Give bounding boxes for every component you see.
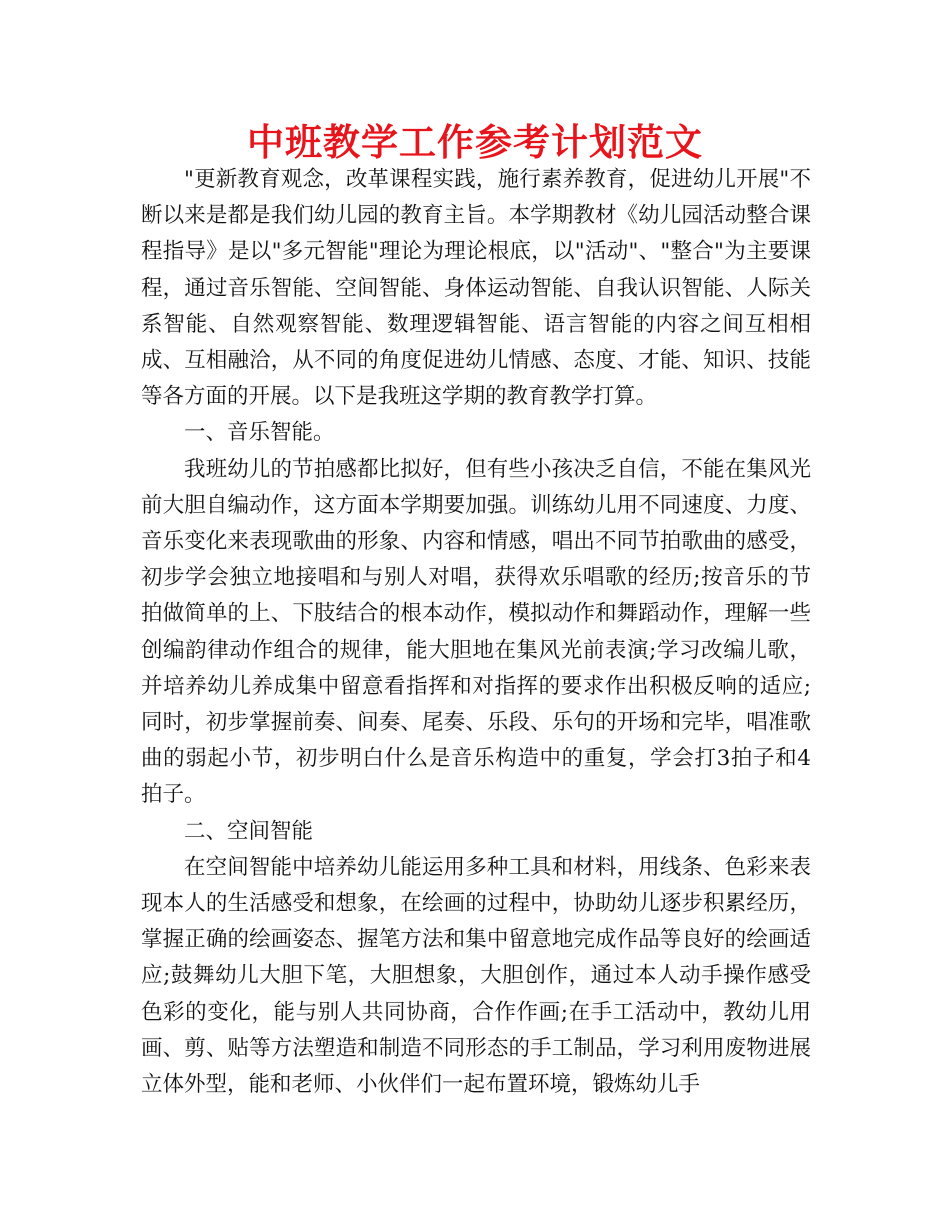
intro-paragraph: "更新教育观念，改革课程实践，施行素养教育，促进幼儿开展"不断以来是都是我们幼儿园的教育主旨。本学期教材《幼儿园活动整合课程指导》是以"多元智能"理论为理论根底，以"活动"、"整合"为主要课程，通过音乐智能、空间智能、身体运动智能、自我认识智能、人际关系智能、自然观察智能、数理逻辑智能、语言智能的内容之间互相相成、互相融洽，从不同的角度促进幼儿情感、态度、才能、知识、技能等各方面的开展。以下是我班这学期的教育教学打算。: [141, 167, 811, 410]
page-title: 中班教学工作参考计划范文: [247, 121, 703, 164]
section-heading-music: 一、音乐智能。: [184, 420, 335, 446]
space-paragraph: 在空间智能中培养幼儿能运用多种工具和材料，用线条、色彩来表现本人的生活感受和想象，在绘画的过程中，协助幼儿逐步积累经历，掌握正确的绘画姿态、握笔方法和集中留意地完成作品等良好的绘画适应;鼓舞幼儿大胆下笔，大胆想象，大胆创作，通过本人动手操作感受色彩的变化，能与别人共同协商，合作作画;在手工活动中，教幼儿用画、剪、贴等方法塑造和制造不同形态的手工制品，学习利用废物进展立体外型，能和老师、小伙伴们一起布置环境，锻炼幼儿手: [141, 854, 811, 1098]
section-heading-space: 二、空间智能: [184, 818, 314, 844]
music-paragraph: 我班幼儿的节拍感都比拟好，但有些小孩决乏自信，不能在集风光前大胆自编动作，这方面本学期要加强。训练幼儿用不同速度、力度、音乐变化来表现歌曲的形象、内容和情感，唱出不同节拍歌曲的感受，初步学会独立地接唱和与别人对唱，获得欢乐唱歌的经历;按音乐的节拍做简单的上、下肢结合的根本动作，模拟动作和舞蹈动作，理解一些创编韵律动作组合的规律，能大胆地在集风光前表演;学习改编儿歌，并培养幼儿养成集中留意看指挥和对指挥的要求作出积极反响的适应;同时，初步掌握前奏、间奏、尾奏、乐段、乐句的开场和完毕，唱准歌曲的弱起小节，初步明白什么是音乐构造中的重复，学会打3拍子和4拍子。: [141, 456, 811, 808]
document-body: [141, 162, 811, 1103]
